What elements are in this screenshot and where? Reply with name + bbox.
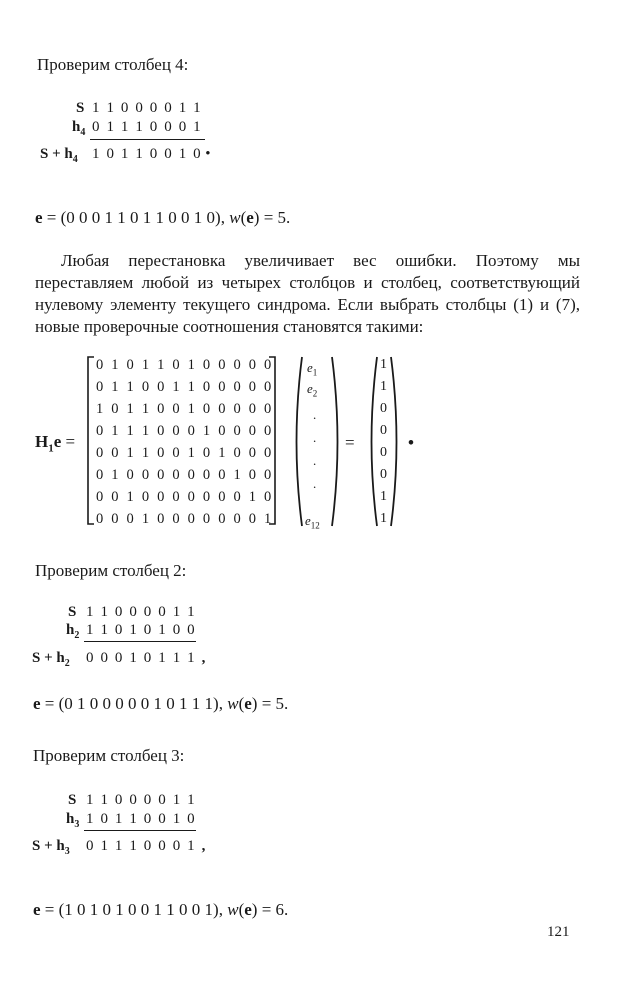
vector-e12: $e_{12}$ [305, 513, 320, 531]
section3-heading: Проверим столбец 3: [33, 746, 185, 765]
equation-lhs: $H_1e$ = [35, 432, 76, 455]
sum-rule [90, 139, 205, 140]
vector-dot: . [313, 476, 317, 491]
h-bits: 1 0 1 1 0 0 1 0 [86, 811, 197, 827]
result-cell: 0 [380, 445, 387, 460]
result-left-paren [365, 356, 379, 528]
vector-right-paren [330, 356, 344, 528]
section4-heading: Проверим столбец 4: [37, 55, 189, 74]
s-label: S [68, 792, 77, 808]
explanation-paragraph: Любая перестановка увеличивает вес ошибки. Поэтому мы переставляем любой из четырех столбцов и столбец, соответствующий нулевому элементу текущего синдрома. Если выбрать столбцы (1) и (7), новые проверочные соотношения становятся такими: [35, 251, 580, 336]
equation-end-dot: • [408, 433, 414, 452]
result-cell: 1 [380, 357, 387, 372]
sum-label: $S + h_2$ [32, 650, 70, 669]
equation-equals: = [345, 433, 355, 452]
h-label: $h_2$ [66, 622, 80, 641]
result-cell: 1 [380, 511, 387, 526]
matrix-row: 0 1 1 1 0 0 0 1 0 0 0 0 [96, 423, 274, 439]
s-label: S [76, 100, 85, 116]
sum-label: $S + h_4$ [40, 146, 78, 165]
s-label: S [68, 604, 77, 620]
sum-rule [84, 641, 196, 642]
matrix-row: 0 1 0 0 0 0 0 0 0 1 0 0 [96, 467, 274, 483]
sum-label: $S + h_3$ [32, 838, 70, 857]
result-right-paren [389, 356, 403, 528]
h-bits: 1 1 0 1 0 1 0 0 [86, 622, 197, 638]
vector-dot: . [313, 407, 317, 422]
matrix-row: 0 0 1 0 0 0 0 0 0 0 1 0 [96, 489, 274, 505]
s-bits: 1 1 0 0 0 0 1 1 [86, 792, 197, 808]
h-label: $h_3$ [66, 811, 80, 830]
s-bits: 1 1 0 0 0 0 1 1 [86, 604, 197, 620]
h-bits: 0 1 1 1 0 0 0 1 [92, 119, 203, 135]
error-vector-line: e = (0 1 0 0 0 0 0 1 0 1 1 1), w(e) = 5. [33, 694, 289, 713]
matrix-row: 0 1 0 1 1 0 1 0 0 0 0 0 [96, 357, 274, 373]
result-cell: 1 [380, 489, 387, 504]
matrix-row: 0 0 1 1 0 0 1 0 1 0 0 0 [96, 445, 274, 461]
result-cell: 1 [380, 379, 387, 394]
sum-rule [84, 830, 196, 831]
page-number: 121 [547, 924, 570, 940]
result-cell: 0 [380, 467, 387, 482]
result-cell: 0 [380, 423, 387, 438]
error-vector-line: e = (1 0 1 0 1 0 0 1 1 0 0 1), w(e) = 6. [33, 900, 289, 919]
matrix-row: 0 1 1 0 0 1 1 0 0 0 0 0 [96, 379, 274, 395]
vector-dot: . [313, 430, 317, 445]
sum-bits: 0 1 1 1 0 0 0 1 , [86, 838, 207, 854]
vector-dot: . [313, 453, 317, 468]
section2-heading: Проверим столбец 2: [35, 561, 187, 580]
vector-e1: $e_1$ [307, 360, 318, 378]
matrix-row: 0 0 0 1 0 0 0 0 0 0 0 1 [96, 511, 274, 527]
vector-e2: $e_2$ [307, 381, 318, 399]
matrix-left-bracket [86, 356, 96, 526]
sum-bits: 0 0 0 1 0 1 1 1 , [86, 650, 207, 666]
h-label: $h_4$ [72, 119, 86, 138]
result-cell: 0 [380, 401, 387, 416]
s-bits: 1 1 0 0 0 0 1 1 [92, 100, 203, 116]
vector-left-paren [290, 356, 304, 528]
sum-bits: 1 0 1 1 0 0 1 0 • [92, 146, 213, 162]
matrix-row: 1 0 1 1 0 0 1 0 0 0 0 0 [96, 401, 274, 417]
error-vector-line: e = (0 0 0 1 1 0 1 1 0 0 1 0), w(e) = 5. [35, 208, 291, 227]
